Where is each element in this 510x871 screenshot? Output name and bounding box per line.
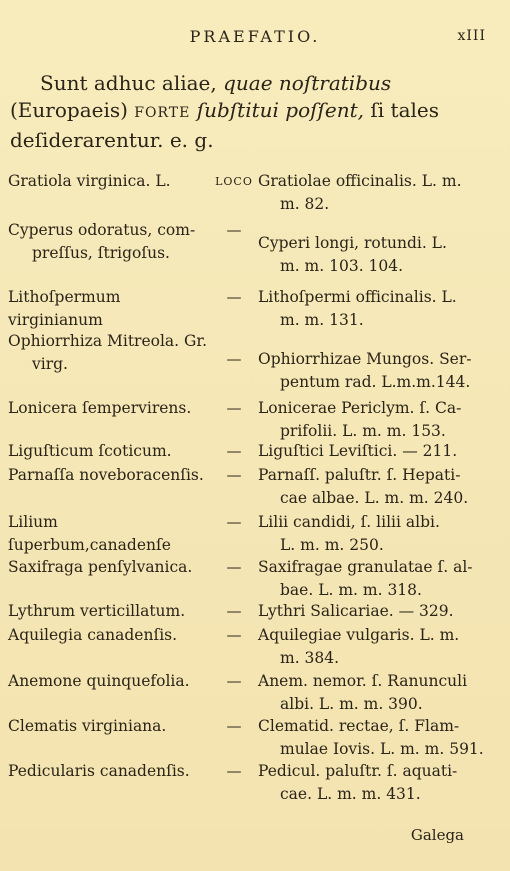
dash-marker: — bbox=[226, 442, 242, 460]
dash-marker: — bbox=[226, 221, 242, 239]
dash-marker: — bbox=[226, 602, 242, 620]
dash-marker: — bbox=[226, 717, 242, 735]
intro-text: ſi tales deſiderarentur. e. g. bbox=[10, 98, 440, 152]
latin-name: Ophiorrhiza Mitreola. Gr. virg. bbox=[8, 332, 208, 373]
latin-name: Lithoſpermum virginianum bbox=[8, 288, 121, 329]
latin-name: Pedicularis canadenſis. bbox=[8, 762, 190, 780]
officinal-name: Lilii candidi, ſ. lilii albi. L. m. m. 250. bbox=[258, 513, 440, 554]
dash-marker: — bbox=[226, 399, 242, 417]
officinal-name: Aquilegiae vulgaris. L. m. m. 384. bbox=[258, 626, 460, 667]
officinal-name: Lonicerae Periclym. ſ. Ca- prifolii. L. m. m. 153. bbox=[258, 399, 462, 440]
loco-marker: LOCO bbox=[215, 175, 253, 188]
catchword: Galega bbox=[410, 826, 464, 844]
intro-italic: quae noſtratibus bbox=[223, 71, 392, 95]
officinal-name: Saxifragae granulatae ſ. al- bae. L. m. m. 318. bbox=[258, 558, 473, 599]
dash-marker: — bbox=[226, 626, 242, 644]
officinal-name: Liguſtici Leviſtici. — 211. bbox=[258, 442, 458, 460]
latin-name: Clematis virginiana. bbox=[8, 717, 167, 735]
latin-name: Cyperus odoratus, com- preſſus, ſtrigoſus. bbox=[8, 221, 196, 262]
latin-name: Lythrum verticillatum. bbox=[8, 602, 186, 620]
dash-marker: — bbox=[226, 350, 242, 368]
intro-text: Sunt adhuc aliae, bbox=[40, 71, 224, 95]
latin-name: Lonicera ſempervirens. bbox=[8, 399, 192, 417]
dash-marker: — bbox=[226, 672, 242, 690]
intro-italic: ſubſtitui poſſent, bbox=[196, 98, 365, 122]
officinal-name: Lithoſpermi officinalis. L. m. m. 131. bbox=[258, 288, 457, 329]
latin-name: Saxifraga penſylvanica. bbox=[8, 558, 193, 576]
intro-caps: FORTE bbox=[134, 105, 191, 121]
officinal-name: Clematid. rectae, ſ. Flam- mulae Iovis. L. m. m. 591. bbox=[258, 717, 484, 758]
dash-marker: — bbox=[226, 288, 242, 306]
latin-name: Parnaſſa noveboracenſis. bbox=[8, 466, 204, 484]
intro-text: (Europaeis) bbox=[10, 98, 135, 122]
officinal-name: Lythri Salicariae. — 329. bbox=[258, 602, 454, 620]
dash-marker: — bbox=[226, 513, 242, 531]
dash-marker: — bbox=[226, 558, 242, 576]
officinal-name: Ophiorrhizae Mungos. Ser- pentum rad. L.m.m.144. bbox=[258, 350, 472, 391]
running-head bbox=[0, 27, 510, 49]
intro-paragraph bbox=[10, 70, 480, 154]
dash-marker: — bbox=[226, 466, 242, 484]
latin-name: Gratiola virginica. L. bbox=[8, 172, 171, 190]
latin-name: Lilium ſuperbum,canadenſe bbox=[8, 513, 171, 554]
page-title: PRAEFATIO. bbox=[189, 27, 321, 46]
latin-name: Anemone quinquefolia. bbox=[8, 672, 190, 690]
latin-name: Aquilegia canadenſis. bbox=[8, 626, 178, 644]
officinal-name: Parnaſſ. paluſtr. ſ. Hepati- cae albae. L. m. m. 240. bbox=[258, 466, 469, 507]
officinal-name: Gratiolae officinalis. L. m. m. 82. bbox=[258, 172, 462, 213]
page-number: xIII bbox=[457, 28, 486, 44]
officinal-name: Cyperi longi, rotundi. L. m. m. 103. 104. bbox=[258, 234, 447, 275]
officinal-name: Pedicul. paluſtr. ſ. aquati- cae. L. m. m. 431. bbox=[258, 762, 458, 803]
latin-name: Liguſticum ſcoticum. bbox=[8, 442, 172, 460]
dash-marker: — bbox=[226, 762, 242, 780]
officinal-name: Anem. nemor. ſ. Ranunculi albi. L. m. m. 390. bbox=[258, 672, 468, 713]
